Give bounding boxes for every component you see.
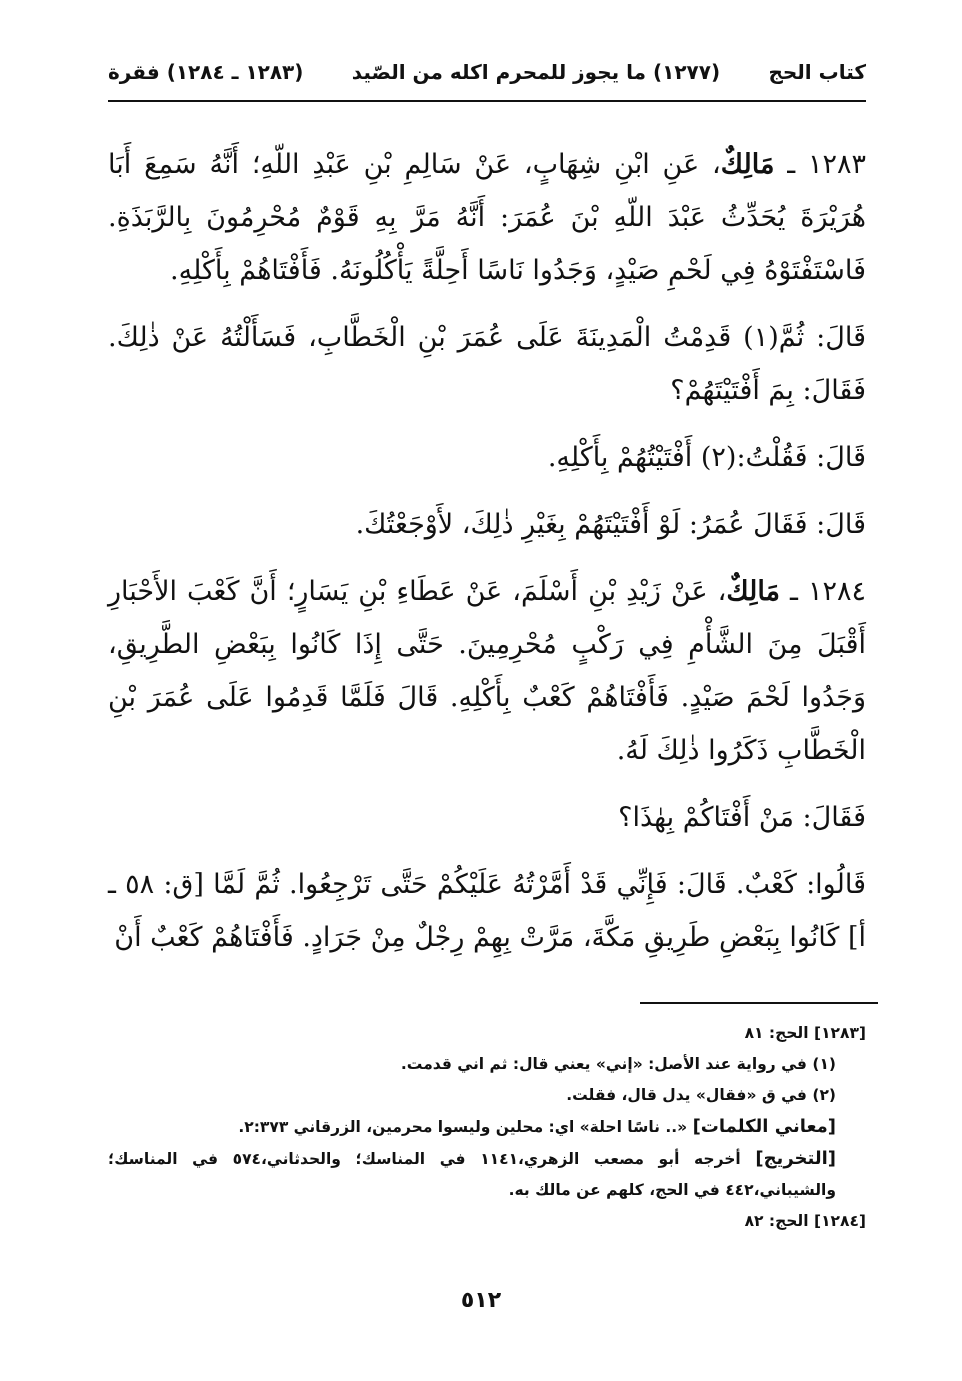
hadith-1283 bbox=[108, 138, 866, 297]
footnotes bbox=[108, 1018, 866, 1237]
narrator-name: مَالِكٌ bbox=[720, 149, 775, 180]
hadith-number: ١٢٨٣ ـ bbox=[774, 149, 867, 180]
takhrij bbox=[108, 1143, 866, 1206]
takhrij-label: [التخريج] bbox=[755, 1148, 836, 1169]
takhrij-text: أخرجه أبو مصعب الزهري،١١٤١ في المناسك؛ والحدثاني،٥٧٤ في المناسك؛ والشيباني،٤٤٢ في الحج، كلهم عن مالك به. bbox=[108, 1150, 836, 1199]
word-meanings-label: [معاني الكلمات] bbox=[692, 1116, 836, 1137]
paragraph: قَالَ: ثُمَّ(١) قَدِمْتُ الْمَدِينَةَ عَلَى عُمَرَ بْنِ الْخَطَّابِ، فَسَأَلْتُهُ عَنْ ذٰلِكَ. فَقَالَ: بِمَ أَفْتَيْتَهُمْ؟ bbox=[108, 322, 866, 406]
main-text bbox=[108, 138, 866, 978]
footnote-2: (٢) في ق «فقال» يدل قال، فقلت. bbox=[566, 1086, 836, 1104]
hadith-text: ، عَنِ ابْنِ شِهَابٍ، عَنْ سَالِمِ بْنِ عَبْدِ اللّهِ؛ أَنَّهُ سَمِعَ أَبَا هُرَيْرَةَ يُحَدِّثُ عَبْدَ اللّهِ بْنَ عُمَرَ: أَنَّهُ مَرَّ بِهِ قَوْمٌ مُحْرِمُونَ بِالرَّبَذَةِ. فَاسْتَفْتَوْهُ فِي لَحْمِ صَيْدٍ، وَجَدُوا نَاسًا أَحِلَّةً يَأْكُلُونَهُ. فَأَفْتَاهُمْ بِأَكْلِهِ. bbox=[108, 149, 866, 286]
running-header bbox=[108, 60, 866, 96]
hadith-1284 bbox=[108, 565, 866, 777]
header-paragraph-range: (١٢٨٣ ـ ١٢٨٤) فقرة bbox=[108, 60, 304, 84]
paragraph: قَالَ: فَقُلْتُ:(٢) أَفْتَيْتُهُمْ بِأَكْلِهِ. bbox=[547, 442, 866, 473]
footnote-divider bbox=[640, 1002, 878, 1004]
word-meanings bbox=[108, 1111, 866, 1143]
word-meanings-text: «.. ناسًا احلة» اي: محلين وليسوا محرمين، الزرقاني ٢:٣٧٣. bbox=[238, 1118, 693, 1136]
reference-1283: [١٢٨٣] الحج: ٨١ bbox=[744, 1024, 866, 1042]
footnote-1: (١) في رواية عند الأصل: «إني» يعني قال: ثم اني قدمت. bbox=[400, 1055, 836, 1073]
header-book-title: كتاب الحج bbox=[768, 60, 866, 84]
header-divider bbox=[108, 100, 866, 102]
narrator-name: مَالِكٌ bbox=[726, 576, 781, 607]
paragraph: قَالُوا: كَعْبٌ. قَالَ: فَإِنِّي قَدْ أَمَّرْتُهُ عَلَيْكُمْ حَتَّى تَرْجِعُوا. ثُمَّ لَمَّا [ق: ٥٨ ـ أ] كَانُوا بِبَعْضِ طَرِيقِ مَكَّةَ، مَرَّتْ بِهِمْ رِجْلٌ مِنْ جَرَادٍ. فَأَفْتَاهُمْ كَعْبٌ أَنْ bbox=[108, 869, 866, 953]
header-chapter-title: (١٢٧٧) ما يجوز للمحرم اكله من الصّيد bbox=[351, 60, 721, 84]
paragraph: قَالَ: فَقَالَ عُمَرُ: لَوْ أَفْتَيْتَهُمْ بِغَيْرِ ذٰلِكَ، لأَوْجَعْتُكَ. bbox=[355, 509, 866, 540]
page-number: ٥١٢ bbox=[460, 1288, 502, 1313]
reference-1284: [١٢٨٤] الحج: ٨٢ bbox=[744, 1212, 866, 1230]
hadith-number: ١٢٨٤ ـ bbox=[780, 576, 867, 607]
hadith-text: ، عَنْ زَيْدِ بْنِ أَسْلَمَ، عَنْ عَطَاءِ بْنِ يَسَارٍ؛ أَنَّ كَعْبَ الأَحْبَارِ أَقْبَلَ مِنَ الشَّأْمِ فِي رَكْبٍ مُحْرِمِينَ. حَتَّى إِذَا كَانُوا بِبَعْضِ الطَّرِيقِ، وَجَدُوا لَحْمَ صَيْدٍ. فَأَفْتَاهُمْ كَعْبٌ بِأَكْلِهِ. قَالَ فَلَمَّا قَدِمُوا عَلَى عُمَرَ بْنِ الْخَطَّابِ ذَكَرُوا ذٰلِكَ لَهُ. bbox=[108, 576, 866, 766]
paragraph: فَقَالَ: مَنْ أَفْتَاكُمْ بِهٰذَا؟ bbox=[618, 802, 866, 833]
